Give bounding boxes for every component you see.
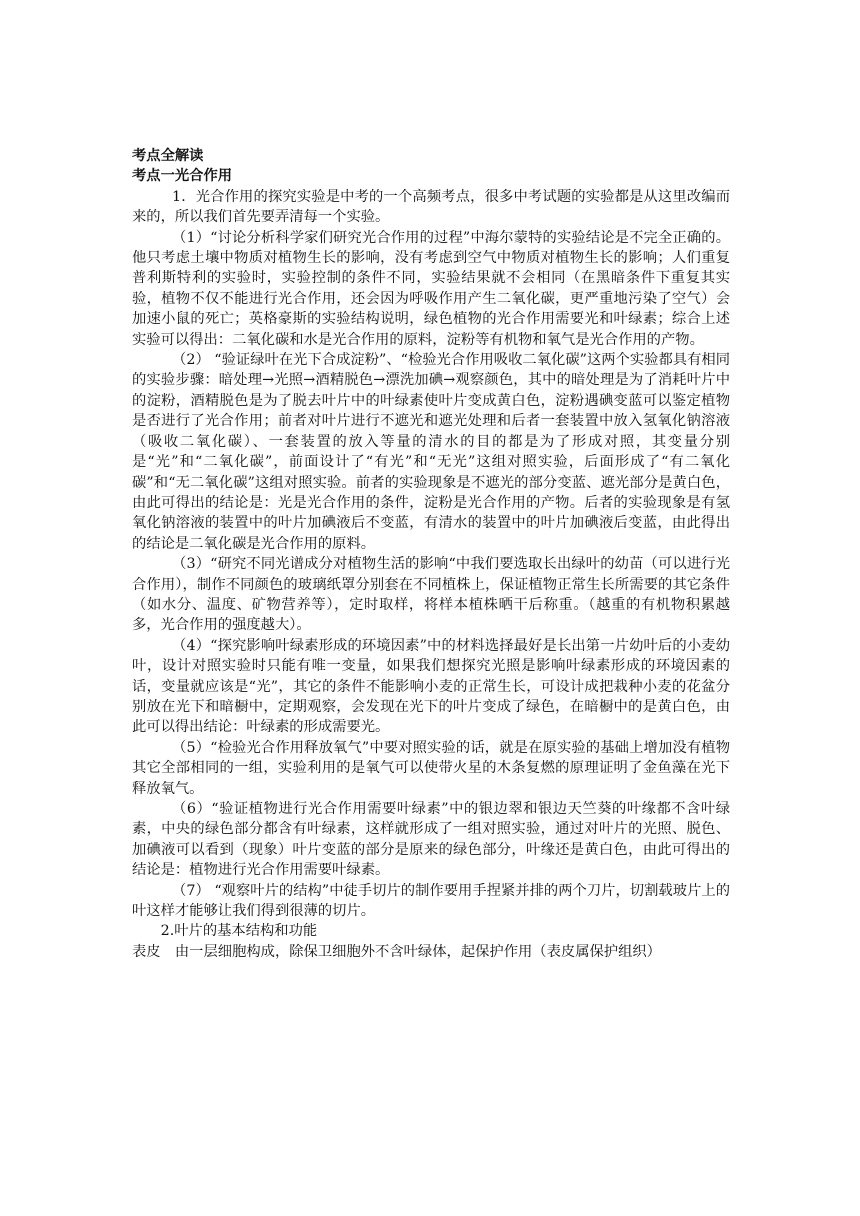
item-paragraph-5: （5）“检验光合作用释放氧气”中要对照实验的话，就是在原实验的基础上增加没有植物其它全部相同的一组，实验利用的是氧气可以使带火星的木条复燃的原理证明了金鱼藻在光下释放氧气。 [132, 739, 730, 797]
epidermis-label: 表皮 [132, 943, 161, 960]
item-paragraph-6: （6）“验证植物进行光合作用需要叶绿素”中的银边翠和银边天竺葵的叶缘都不含叶绿素，中央的绿色部分都含有叶绿素，这样就形成了一组对照实验，通过对叶片的光照、脱色、加碘液可以看到（现象）叶片变蓝的部分是原来的绿色部分，叶缘还是黄白色，由此可得出的结论是：植物进行光合作用需要叶绿素。 [132, 801, 730, 879]
item-paragraph-7: （7） “观察叶片的结构”中徒手切片的制作要用手捏紧并排的两个刀片，切割载玻片上的叶这样才能够让我们得到很薄的切片。 [132, 882, 730, 920]
item-paragraph-3: （3）“研究不同光谱成分对植物生活的影响“中我们要选取长出绿叶的幼苗（可以进行光合作用），制作不同颜色的玻璃纸罩分别套在不同植株上，保证植物正常生长所需要的其它条件（如水分、温度、矿物营养等），定时取样，将样本植株晒干后称重。（越重的有机物积累越多，光合作用的强度越大）。 [132, 556, 730, 634]
intro-paragraph: 1．光合作用的探究实验是中考的一个高频考点，很多中考试题的实验都是从这里改编而来的，所以我们首先要弄清每一个实验。 [132, 188, 730, 226]
heading-sub: 考点一光合作用 [132, 168, 233, 185]
document-page [132, 146, 730, 962]
item-paragraph-2: （2） “验证绿叶在光下合成淀粉”、“检验光合作用吸收二氧化碳”这两个实验都具有相同的实验步骤：暗处理→光照→酒精脱色→漂洗加碘→观察颜色，其中的暗处理是为了消耗叶片中的淀粉，酒精脱色是为了脱去叶片中的叶绿素使叶片变成黄白色，淀粉遇碘变蓝可以鉴定植物是否进行了光合作用；前者对叶片进行不遮光和遮光处理和后者一套装置中放入氢氧化钠溶液（吸收二氧化碳）、一套装置的放入等量的清水的目的都是为了形成对照，其变量分别是“光”和“二氧化碳”，前面设计了“有光”和“无光”这组对照实验，后面形成了“有二氧化碳”和“无二氧化碳”这组对照实验。前者的实验现象是不遮光的部分变蓝、遮光部分是黄白色，由此可得出的结论是：光是光合作用的条件，淀粉是光合作用的产物。后者的实验现象是有氢氧化钠溶液的装置中的叶片加碘液后不变蓝，有清水的装置中的叶片加碘液后变蓝，由此得出的结论是二氧化碳是光合作用的原料。 [132, 352, 730, 552]
heading-main: 考点全解读 [132, 148, 204, 164]
section-2-heading: 2.叶片的基本结构和功能 [160, 923, 318, 940]
item-paragraph-1: （1）“讨论分析科学家们研究光合作用的过程”中海尔蒙特的实验结论是不完全正确的。他只考虑土壤中物质对植物生长的影响，没有考虑到空气中物质对植物生长的影响；人们重复普利斯特利的实验时，实验控制的条件不同，实验结果就不会相同（在黑暗条件下重复其实验，植物不仅不能进行光合作用，还会因为呼吸作用产生二氧化碳，更严重地污染了空气）会加速小鼠的死亡；英格豪斯的实验结构说明，绿色植物的光合作用需要光和叶绿素；综合上述实验可以得出：二氧化碳和水是光合作用的原料，淀粉等有机物和氧气是光合作用的产物。 [132, 229, 730, 348]
epidermis-line [132, 942, 730, 962]
item-paragraph-4: （4）“探究影响叶绿素形成的环境因素”中的材料选择最好是长出第一片幼叶后的小麦幼叶，设计对照实验时只能有唯一变量，如果我们想探究光照是影响叶绿素形成的环境因素的话，变量就应该是“光”，其它的条件不能影响小麦的正常生长，可设计成把栽种小麦的花盆分别放在光下和暗橱中，定期观察，会发现在光下的叶片变成了绿色，在暗橱中的是黄白色，由此可以得出结论：叶绿素的形成需要光。 [132, 637, 730, 736]
epidermis-text: 由一层细胞构成，除保卫细胞外不含叶绿体，起保护作用（表皮属保护组织） [174, 943, 661, 960]
